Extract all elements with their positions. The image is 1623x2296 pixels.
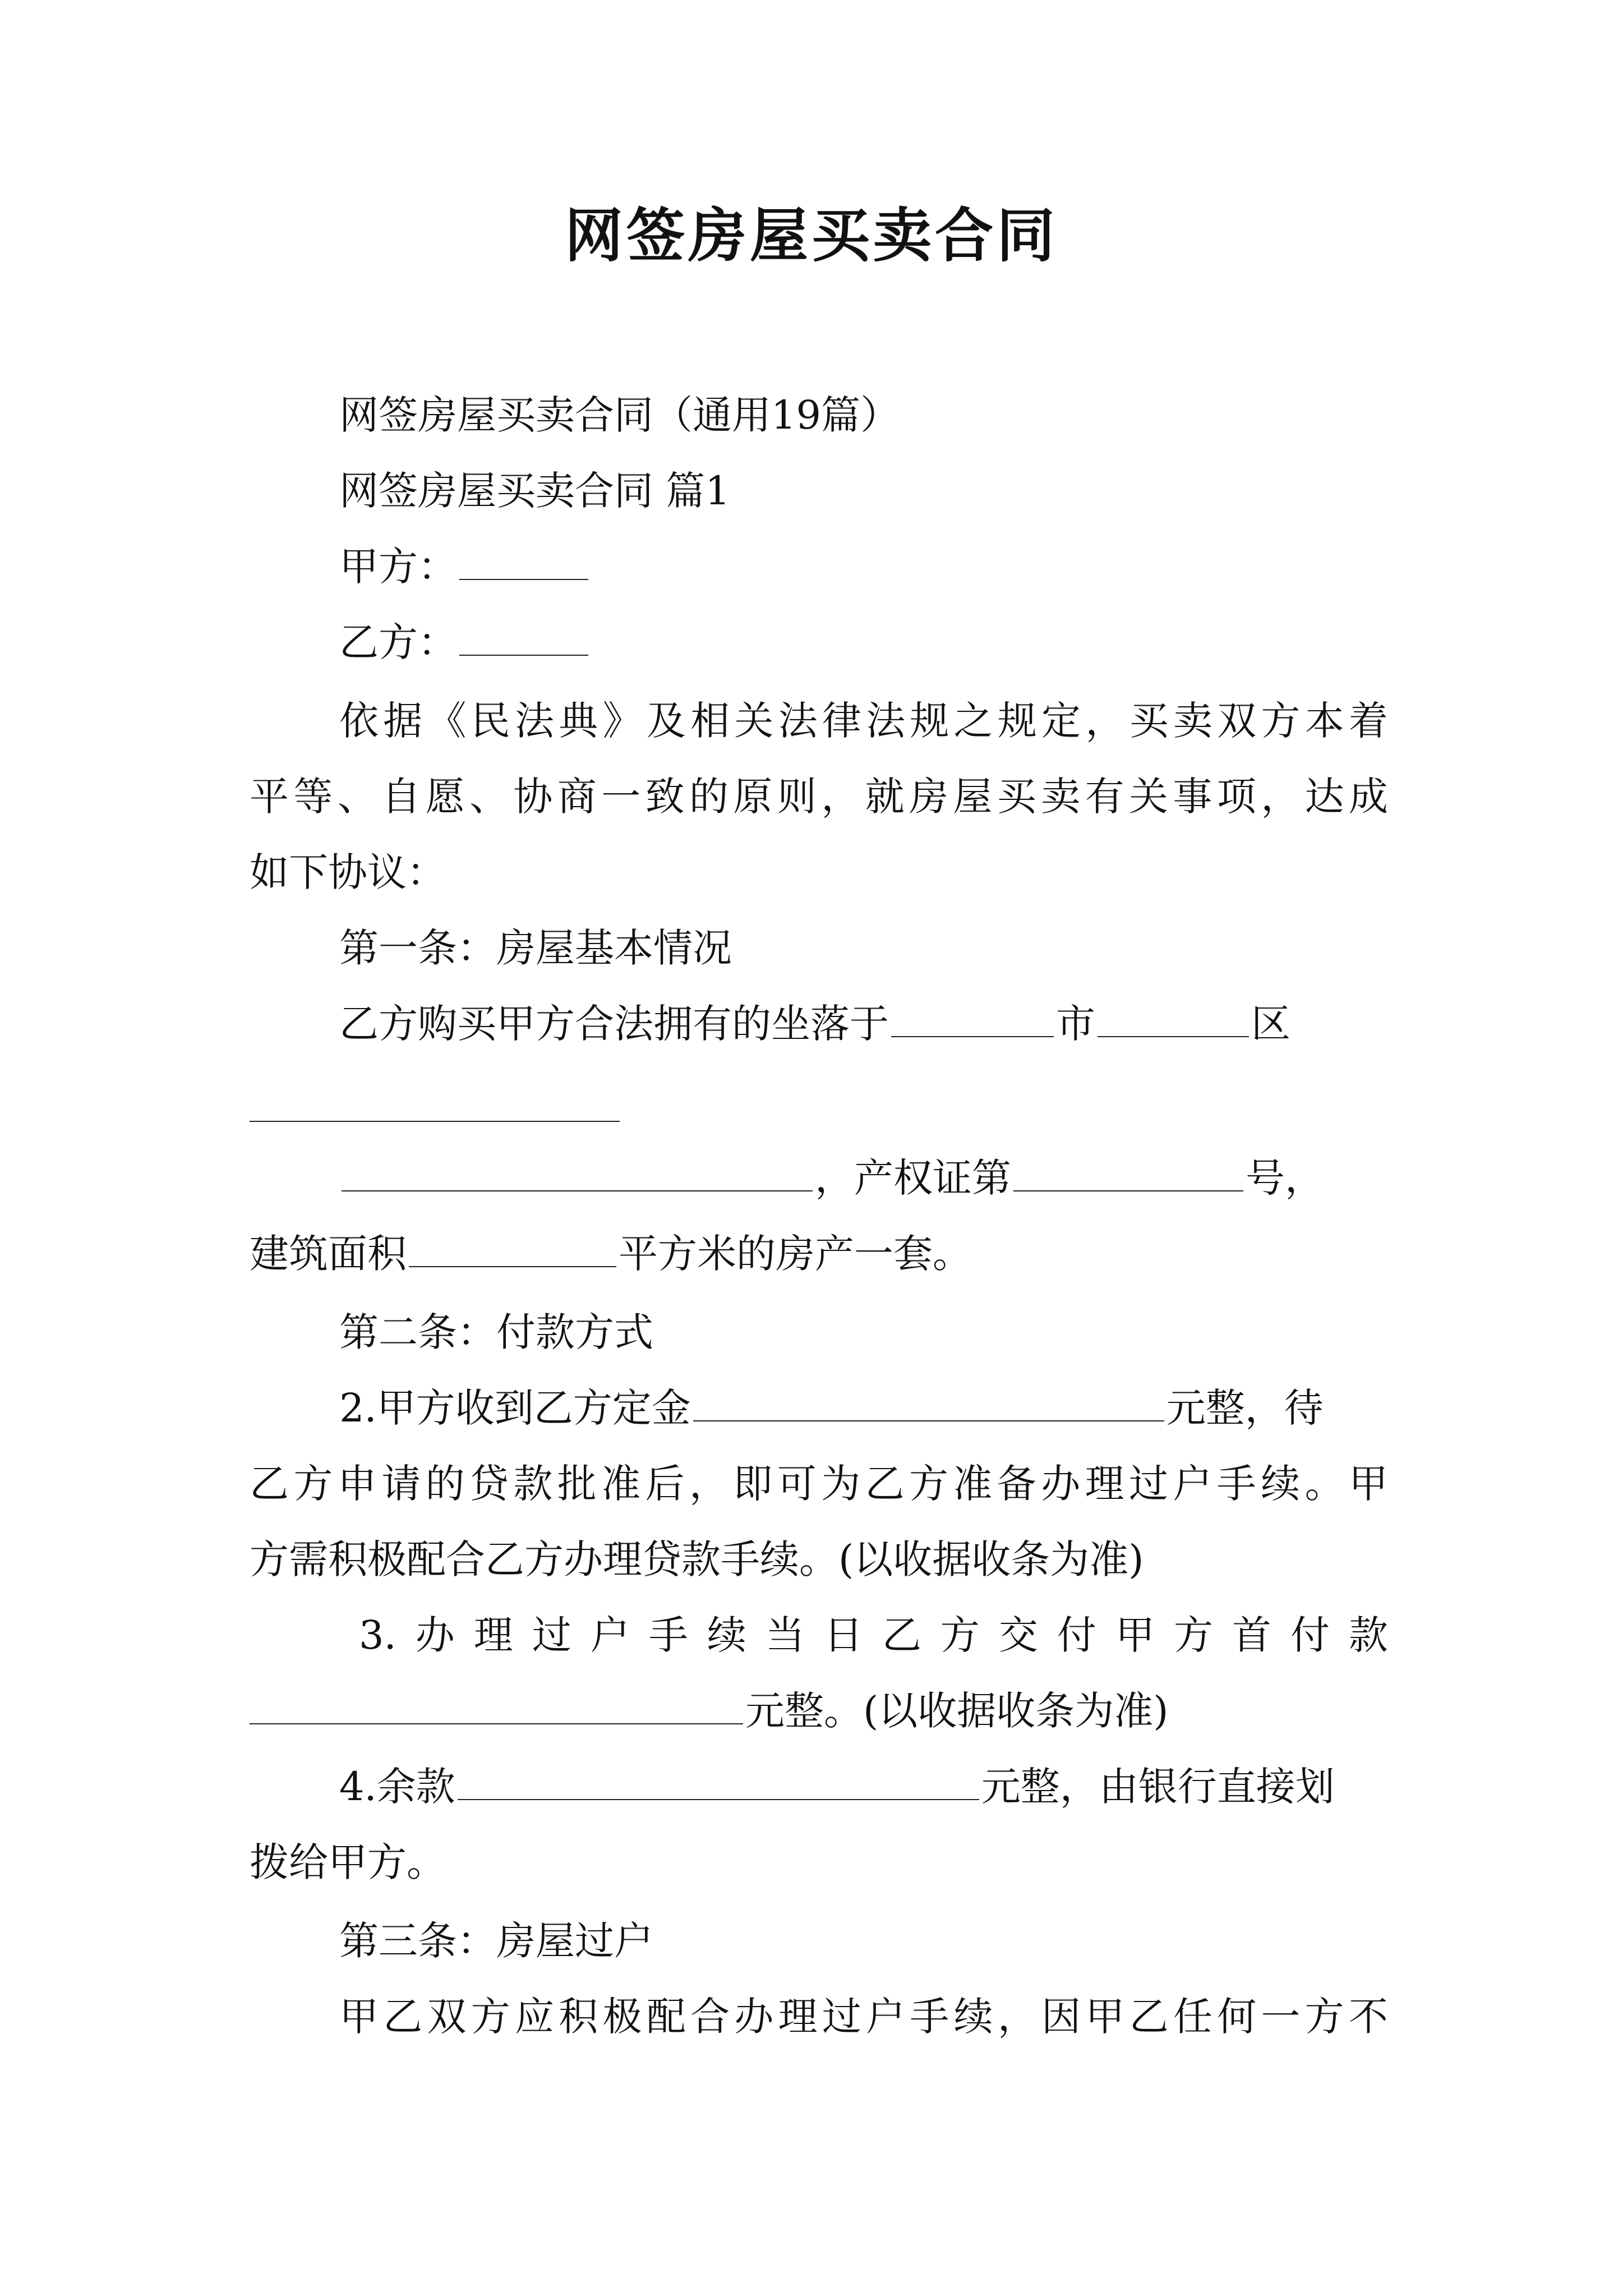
article1-text: 建筑面积 bbox=[250, 1231, 407, 1277]
article2-text: 乙方申请的贷款批准后，即可为乙方准备办理过户手续。甲 bbox=[250, 1461, 1388, 1507]
article1-cert-line bbox=[250, 1150, 1388, 1206]
party-a-line bbox=[250, 539, 1388, 595]
article1-text: 号， bbox=[1246, 1155, 1324, 1201]
document-title: 网签房屋买卖合同 bbox=[564, 201, 1058, 270]
address-blank bbox=[342, 1153, 813, 1191]
article1-text: 市 bbox=[1056, 1001, 1095, 1047]
party-b-line bbox=[250, 614, 1388, 670]
document-subtitle: 网签房屋买卖合同（通用19篇） bbox=[339, 392, 900, 438]
address-blank bbox=[250, 1121, 620, 1122]
party-b-label: 乙方： bbox=[339, 619, 457, 665]
balance-blank bbox=[458, 1762, 979, 1800]
article2-text: 元整，待 bbox=[1166, 1385, 1324, 1431]
article2-text: 4.余款 bbox=[339, 1764, 455, 1810]
article3-text: 甲乙双方应积极配合办理过户手续，因甲乙任何一方不 bbox=[339, 1994, 1388, 2040]
article2-text: 方需积极配合乙方办理贷款手续。(以收据收条为准) bbox=[250, 1536, 1144, 1582]
preamble-line: 如下协议： bbox=[250, 849, 446, 895]
article1-area-line bbox=[250, 1226, 1388, 1282]
preamble-line: 依据《民法典》及相关法律法规之规定，买卖双方本着 bbox=[339, 698, 1388, 744]
area-blank bbox=[409, 1229, 616, 1267]
article1-heading: 第一条：房屋基本情况 bbox=[339, 925, 732, 971]
article3-heading: 第三条：房屋过户 bbox=[339, 1918, 653, 1964]
down-payment-blank bbox=[250, 1686, 743, 1724]
section-title: 网签房屋买卖合同 篇1 bbox=[339, 468, 730, 514]
article1-text: 平方米的房产一套。 bbox=[619, 1231, 972, 1277]
article2-text: 3.办理过户手续当日乙方交付甲方首付款 bbox=[359, 1612, 1388, 1658]
article2-downpayment-line bbox=[250, 1683, 1388, 1739]
deposit-blank bbox=[693, 1383, 1164, 1421]
article2-text: 拨给甲方。 bbox=[250, 1839, 446, 1885]
city-blank bbox=[891, 999, 1054, 1037]
article2-text: 元整。(以收据收条为准) bbox=[745, 1688, 1169, 1734]
article2-deposit-line bbox=[250, 1380, 1388, 1436]
cert-number-blank bbox=[1013, 1153, 1243, 1191]
article1-text: 区 bbox=[1251, 1001, 1290, 1047]
party-b-blank bbox=[459, 618, 588, 656]
article1-location-line bbox=[250, 996, 1388, 1052]
district-blank bbox=[1098, 999, 1249, 1037]
article2-text: 元整，由银行直接划 bbox=[981, 1764, 1335, 1810]
article1-text: ，产权证第 bbox=[815, 1155, 1011, 1201]
party-a-blank bbox=[459, 542, 588, 580]
party-a-label: 甲方： bbox=[339, 544, 457, 590]
article1-text: 乙方购买甲方合法拥有的坐落于 bbox=[339, 1001, 889, 1047]
article2-balance-line bbox=[250, 1759, 1388, 1815]
article2-text: 2.甲方收到乙方定金 bbox=[339, 1385, 691, 1431]
preamble-line: 平等、自愿、协商一致的原则，就房屋买卖有关事项，达成 bbox=[250, 774, 1388, 820]
article2-heading: 第二条：付款方式 bbox=[339, 1309, 653, 1355]
